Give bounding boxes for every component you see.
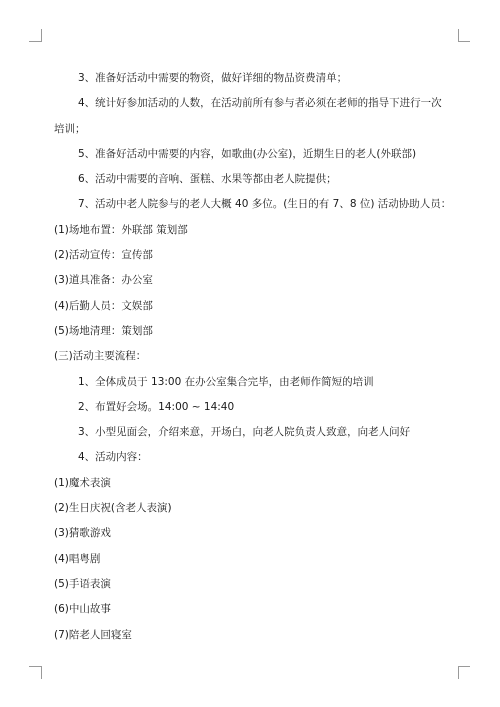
list-item: (3)道具准备：办公室 — [54, 274, 153, 287]
crop-mark-bottom-left — [41, 666, 42, 679]
paragraph-content-prep: 5、准备好活动中需要的内容，如歌曲(办公室)，近期生日的老人(外联部) — [78, 147, 417, 160]
paragraph-meeting: 3、小型见面会，介绍来意，开场白，向老人院负责人致意，向老人问好 — [78, 426, 411, 439]
paragraph-equipment: 6、活动中需要的音响、蛋糕、水果等都由老人院提供； — [78, 173, 337, 186]
crop-mark-top-left — [41, 29, 42, 42]
crop-mark-top-right — [458, 41, 470, 42]
list-item: (1)场地布置：外联部 策划部 — [54, 223, 188, 236]
list-item: (2)活动宣传：宣传部 — [54, 249, 153, 262]
paragraph-elderly-count: 7、活动中老人院参与的老人大概 40 多位。(生日的有 7、8 位) 活动协助人员： — [78, 198, 452, 211]
crop-mark-top-left — [29, 41, 41, 42]
crop-mark-bottom-right — [458, 666, 470, 667]
list-item: (5)手语表演 — [54, 577, 111, 590]
paragraph-activity-content: 4、活动内容： — [78, 451, 148, 464]
crop-mark-bottom-left — [29, 666, 41, 667]
list-item: (3)猜歌游戏 — [54, 527, 111, 540]
list-item: (6)中山故事 — [54, 603, 111, 616]
document-body — [54, 66, 452, 648]
list-item: (5)场地清理：策划部 — [54, 324, 153, 337]
list-item: (1)魔术表演 — [54, 476, 111, 489]
paragraph-participant-training: 4、统计好参加活动的人数，在活动前所有参与者必须在老师的指导下进行一次培训； — [54, 97, 442, 135]
list-item: (7)陪老人回寝室 — [54, 628, 132, 641]
crop-mark-bottom-right — [458, 666, 459, 679]
crop-mark-top-right — [458, 29, 459, 42]
list-item: (2)生日庆祝(含老人表演) — [54, 502, 172, 515]
paragraph-assembly: 1、全体成员于 13:00 在办公室集合完毕，由老师作简短的培训 — [78, 375, 374, 388]
paragraph-venue-setup: 2、布置好会场。14:00 ~ 14:40 — [78, 400, 235, 413]
list-item: (4)唱粤剧 — [54, 552, 101, 565]
paragraph-prep-materials: 3、准备好活动中需要的物资，做好详细的物品资费清单； — [78, 72, 348, 84]
list-item: (4)后勤人员：文娱部 — [54, 299, 153, 312]
section-heading: (三)活动主要流程： — [54, 350, 147, 363]
